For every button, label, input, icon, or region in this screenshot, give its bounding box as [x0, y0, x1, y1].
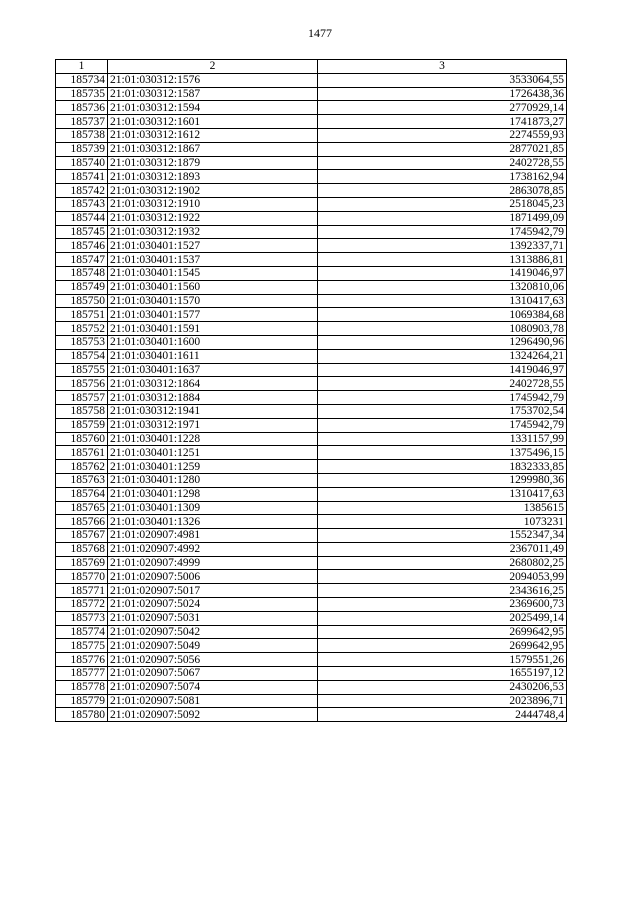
cadastral-number-cell: 21:01:020907:5074 — [108, 680, 318, 694]
value-cell: 1745942,79 — [318, 418, 567, 432]
table-row — [56, 432, 567, 446]
row-number-cell: 185749 — [56, 280, 108, 294]
cadastral-number-cell: 21:01:030312:1893 — [108, 170, 318, 184]
table-row — [56, 515, 567, 529]
value-cell: 2369600,73 — [318, 598, 567, 612]
value-cell: 1552347,34 — [318, 529, 567, 543]
cadastral-number-cell: 21:01:030312:1922 — [108, 211, 318, 225]
header-cell-2: 2 — [108, 60, 318, 74]
row-number-cell: 185764 — [56, 487, 108, 501]
table-row — [56, 584, 567, 598]
row-number-cell: 185751 — [56, 308, 108, 322]
value-cell: 1753702,54 — [318, 404, 567, 418]
table-row — [56, 184, 567, 198]
table-row — [56, 653, 567, 667]
cadastral-number-cell: 21:01:030312:1879 — [108, 156, 318, 170]
row-number-cell: 185759 — [56, 418, 108, 432]
row-number-cell: 185747 — [56, 253, 108, 267]
row-number-cell: 185775 — [56, 639, 108, 653]
value-cell: 1741873,27 — [318, 115, 567, 129]
row-number-cell: 185763 — [56, 473, 108, 487]
cadastral-number-cell: 21:01:020907:5049 — [108, 639, 318, 653]
row-number-cell: 185753 — [56, 335, 108, 349]
value-cell: 2877021,85 — [318, 142, 567, 156]
cadastral-number-cell: 21:01:030312:1576 — [108, 73, 318, 87]
cadastral-number-cell: 21:01:020907:5017 — [108, 584, 318, 598]
value-cell: 1296490,96 — [318, 335, 567, 349]
cadastral-number-cell: 21:01:020907:4992 — [108, 542, 318, 556]
row-number-cell: 185748 — [56, 266, 108, 280]
table-row — [56, 598, 567, 612]
value-cell: 3533064,55 — [318, 73, 567, 87]
cadastral-number-cell: 21:01:030401:1600 — [108, 335, 318, 349]
value-cell: 1375496,15 — [318, 446, 567, 460]
table-row — [56, 308, 567, 322]
value-cell: 1832333,85 — [318, 460, 567, 474]
cadastral-number-cell: 21:01:030401:1326 — [108, 515, 318, 529]
cadastral-number-cell: 21:01:020907:4981 — [108, 529, 318, 543]
cadastral-number-cell: 21:01:020907:5042 — [108, 625, 318, 639]
value-cell: 1080903,78 — [318, 322, 567, 336]
table-row — [56, 156, 567, 170]
row-number-cell: 185776 — [56, 653, 108, 667]
row-number-cell: 185780 — [56, 708, 108, 722]
value-cell: 1419046,97 — [318, 266, 567, 280]
cadastral-number-cell: 21:01:020907:5056 — [108, 653, 318, 667]
cadastral-number-cell: 21:01:020907:5024 — [108, 598, 318, 612]
value-cell: 2444748,4 — [318, 708, 567, 722]
value-cell: 1871499,09 — [318, 211, 567, 225]
cadastral-number-cell: 21:01:020907:5092 — [108, 708, 318, 722]
table-row — [56, 266, 567, 280]
value-cell: 2699642,95 — [318, 625, 567, 639]
value-cell: 2699642,95 — [318, 639, 567, 653]
cadastral-number-cell: 21:01:030401:1637 — [108, 363, 318, 377]
table-row — [56, 418, 567, 432]
table-row — [56, 239, 567, 253]
table-row — [56, 322, 567, 336]
cadastral-number-cell: 21:01:030312:1601 — [108, 115, 318, 129]
table-row — [56, 570, 567, 584]
table-row — [56, 377, 567, 391]
value-cell: 1579551,26 — [318, 653, 567, 667]
table-row — [56, 391, 567, 405]
row-number-cell: 185738 — [56, 128, 108, 142]
row-number-cell: 185743 — [56, 197, 108, 211]
table-row — [56, 667, 567, 681]
table-row — [56, 87, 567, 101]
cadastral-number-cell: 21:01:030401:1280 — [108, 473, 318, 487]
value-cell: 2025499,14 — [318, 611, 567, 625]
cadastral-number-cell: 21:01:030401:1577 — [108, 308, 318, 322]
row-number-cell: 185771 — [56, 584, 108, 598]
row-number-cell: 185757 — [56, 391, 108, 405]
value-cell: 2518045,23 — [318, 197, 567, 211]
row-number-cell: 185761 — [56, 446, 108, 460]
cadastral-number-cell: 21:01:030401:1527 — [108, 239, 318, 253]
header-cell-1: 1 — [56, 60, 108, 74]
cadastral-number-cell: 21:01:030401:1560 — [108, 280, 318, 294]
table-row — [56, 170, 567, 184]
row-number-cell: 185765 — [56, 501, 108, 515]
row-number-cell: 185739 — [56, 142, 108, 156]
value-cell: 1299980,36 — [318, 473, 567, 487]
value-cell: 2680802,25 — [318, 556, 567, 570]
value-cell: 2430206,53 — [318, 680, 567, 694]
table-body — [56, 73, 567, 721]
table-row — [56, 460, 567, 474]
row-number-cell: 185750 — [56, 294, 108, 308]
cadastral-number-cell: 21:01:030312:1587 — [108, 87, 318, 101]
table-header — [56, 60, 567, 74]
table-row — [56, 487, 567, 501]
table-row — [56, 404, 567, 418]
cadastral-number-cell: 21:01:030312:1910 — [108, 197, 318, 211]
cadastral-number-cell: 21:01:030312:1867 — [108, 142, 318, 156]
cadastral-number-cell: 21:01:030401:1309 — [108, 501, 318, 515]
cadastral-number-cell: 21:01:030312:1932 — [108, 225, 318, 239]
cadastral-number-cell: 21:01:030401:1537 — [108, 253, 318, 267]
table-row — [56, 225, 567, 239]
cadastral-number-cell: 21:01:030401:1228 — [108, 432, 318, 446]
cadastral-number-cell: 21:01:030401:1545 — [108, 266, 318, 280]
value-cell: 2863078,85 — [318, 184, 567, 198]
table-row — [56, 446, 567, 460]
row-number-cell: 185762 — [56, 460, 108, 474]
value-cell: 1726438,36 — [318, 87, 567, 101]
table-row — [56, 501, 567, 515]
value-cell: 2094053,99 — [318, 570, 567, 584]
value-cell: 1738162,94 — [318, 170, 567, 184]
value-cell: 2402728,55 — [318, 156, 567, 170]
table-row — [56, 335, 567, 349]
cadastral-number-cell: 21:01:030401:1251 — [108, 446, 318, 460]
value-cell: 2367011,49 — [318, 542, 567, 556]
row-number-cell: 185752 — [56, 322, 108, 336]
table-row — [56, 280, 567, 294]
header-row — [56, 60, 567, 74]
table-row — [56, 625, 567, 639]
value-cell: 1310417,63 — [318, 487, 567, 501]
row-number-cell: 185772 — [56, 598, 108, 612]
data-table — [55, 59, 567, 722]
value-cell: 2343616,25 — [318, 584, 567, 598]
row-number-cell: 185770 — [56, 570, 108, 584]
table-row — [56, 211, 567, 225]
value-cell: 1419046,97 — [318, 363, 567, 377]
table-row — [56, 556, 567, 570]
page-number: 1477 — [308, 26, 332, 40]
cadastral-number-cell: 21:01:030401:1611 — [108, 349, 318, 363]
cadastral-number-cell: 21:01:020907:5067 — [108, 667, 318, 681]
table-row — [56, 73, 567, 87]
cadastral-number-cell: 21:01:030312:1971 — [108, 418, 318, 432]
value-cell: 1385615 — [318, 501, 567, 515]
row-number-cell: 185778 — [56, 680, 108, 694]
cadastral-number-cell: 21:01:030312:1594 — [108, 101, 318, 115]
value-cell: 1331157,99 — [318, 432, 567, 446]
row-number-cell: 185779 — [56, 694, 108, 708]
cadastral-number-cell: 21:01:020907:5081 — [108, 694, 318, 708]
value-cell: 1745942,79 — [318, 225, 567, 239]
table-row — [56, 115, 567, 129]
cadastral-number-cell: 21:01:030312:1941 — [108, 404, 318, 418]
table-row — [56, 542, 567, 556]
cadastral-number-cell: 21:01:030312:1864 — [108, 377, 318, 391]
cadastral-number-cell: 21:01:020907:5006 — [108, 570, 318, 584]
row-number-cell: 185756 — [56, 377, 108, 391]
cadastral-number-cell: 21:01:020907:5031 — [108, 611, 318, 625]
value-cell: 1313886,81 — [318, 253, 567, 267]
row-number-cell: 185754 — [56, 349, 108, 363]
row-number-cell: 185734 — [56, 73, 108, 87]
table-row — [56, 197, 567, 211]
row-number-cell: 185746 — [56, 239, 108, 253]
row-number-cell: 185769 — [56, 556, 108, 570]
cadastral-number-cell: 21:01:030312:1884 — [108, 391, 318, 405]
table-row — [56, 639, 567, 653]
value-cell: 1655197,12 — [318, 667, 567, 681]
value-cell: 2770929,14 — [318, 101, 567, 115]
row-number-cell: 185744 — [56, 211, 108, 225]
cadastral-number-cell: 21:01:020907:4999 — [108, 556, 318, 570]
table-row — [56, 253, 567, 267]
row-number-cell: 185735 — [56, 87, 108, 101]
value-cell: 1069384,68 — [318, 308, 567, 322]
value-cell: 1324264,21 — [318, 349, 567, 363]
value-cell: 2402728,55 — [318, 377, 567, 391]
table-row — [56, 294, 567, 308]
table-row — [56, 611, 567, 625]
row-number-cell: 185740 — [56, 156, 108, 170]
table-row — [56, 694, 567, 708]
value-cell: 1073231 — [318, 515, 567, 529]
table-row — [56, 101, 567, 115]
row-number-cell: 185773 — [56, 611, 108, 625]
table-row — [56, 142, 567, 156]
row-number-cell: 185736 — [56, 101, 108, 115]
header-cell-3: 3 — [318, 60, 567, 74]
row-number-cell: 185767 — [56, 529, 108, 543]
value-cell: 2023896,71 — [318, 694, 567, 708]
row-number-cell: 185755 — [56, 363, 108, 377]
row-number-cell: 185760 — [56, 432, 108, 446]
cadastral-number-cell: 21:01:030312:1902 — [108, 184, 318, 198]
row-number-cell: 185737 — [56, 115, 108, 129]
row-number-cell: 185774 — [56, 625, 108, 639]
value-cell: 1745942,79 — [318, 391, 567, 405]
value-cell: 2274559,93 — [318, 128, 567, 142]
row-number-cell: 185741 — [56, 170, 108, 184]
row-number-cell: 185777 — [56, 667, 108, 681]
table-row — [56, 680, 567, 694]
cadastral-number-cell: 21:01:030312:1612 — [108, 128, 318, 142]
table-row — [56, 128, 567, 142]
value-cell: 1392337,71 — [318, 239, 567, 253]
value-cell: 1320810,06 — [318, 280, 567, 294]
cadastral-number-cell: 21:01:030401:1298 — [108, 487, 318, 501]
table-row — [56, 473, 567, 487]
table-row — [56, 363, 567, 377]
row-number-cell: 185745 — [56, 225, 108, 239]
row-number-cell: 185766 — [56, 515, 108, 529]
row-number-cell: 185758 — [56, 404, 108, 418]
table-row — [56, 349, 567, 363]
cadastral-number-cell: 21:01:030401:1591 — [108, 322, 318, 336]
cadastral-number-cell: 21:01:030401:1259 — [108, 460, 318, 474]
table-row — [56, 529, 567, 543]
cadastral-number-cell: 21:01:030401:1570 — [108, 294, 318, 308]
row-number-cell: 185742 — [56, 184, 108, 198]
row-number-cell: 185768 — [56, 542, 108, 556]
value-cell: 1310417,63 — [318, 294, 567, 308]
table-row — [56, 708, 567, 722]
